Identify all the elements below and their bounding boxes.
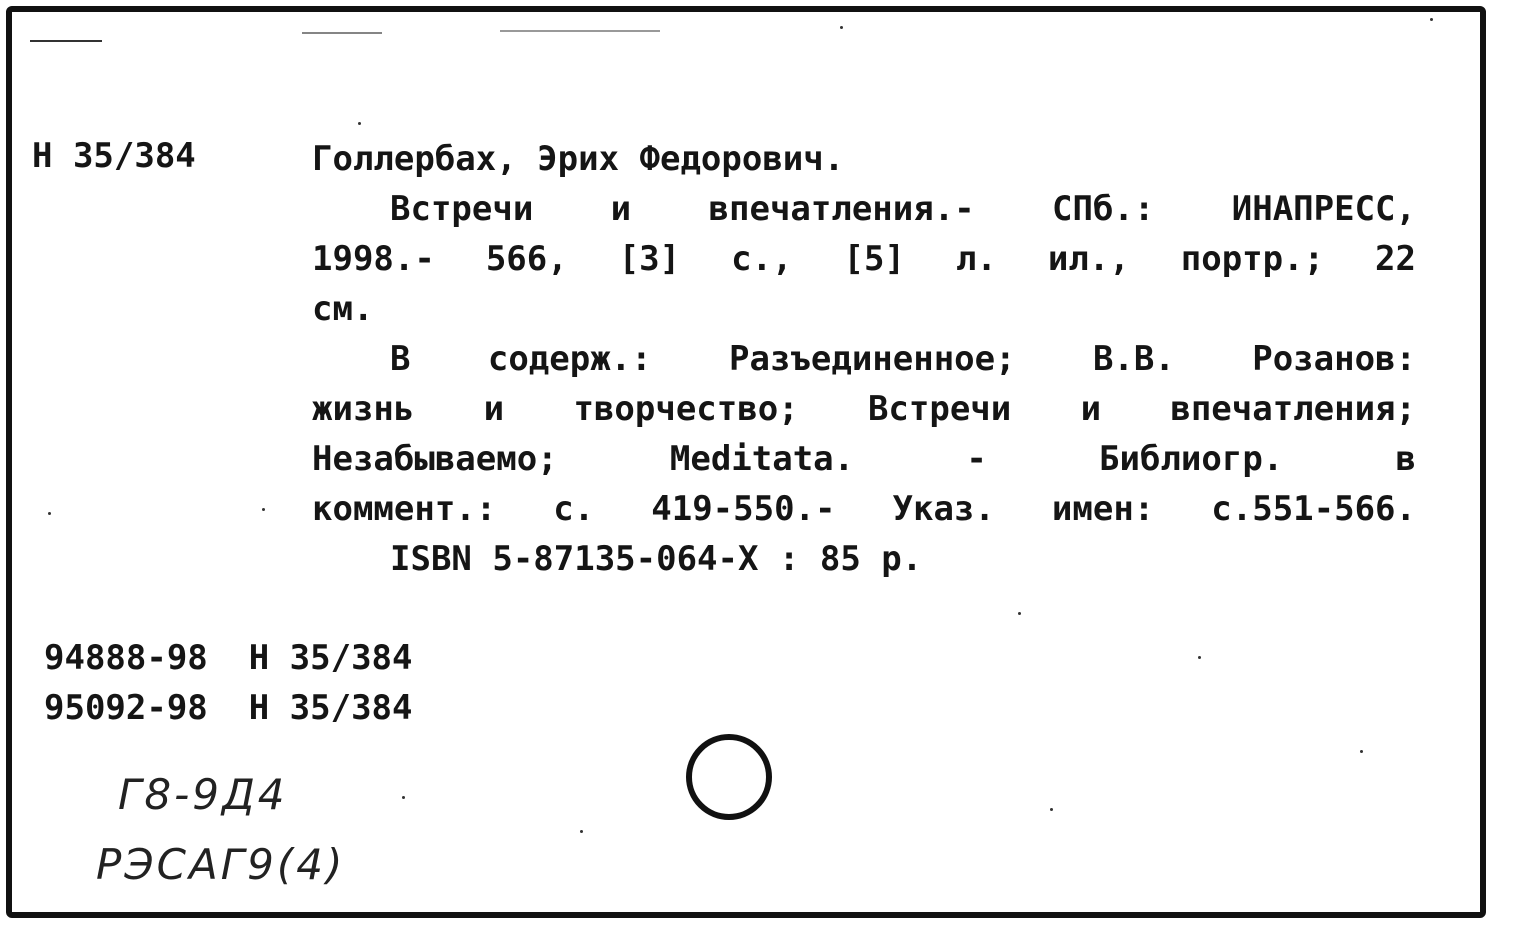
imprint-line-end: см. — [312, 289, 374, 329]
scan-mark — [1050, 808, 1053, 811]
scan-mark — [48, 512, 51, 515]
scan-mark — [302, 32, 382, 34]
contents-line: В содерж.: Разъединенное; В.В. Розанов: — [390, 339, 1416, 379]
accession-number: 94888-98 — [44, 638, 208, 678]
accession-shelfmark: Н 35/384 — [248, 638, 413, 678]
handwritten-note: РЭСАГ9(4) — [96, 840, 346, 889]
contents-line: Незабываемо; Meditata. - Библиогр. в — [312, 439, 1416, 479]
scan-mark — [30, 40, 102, 42]
shelfmark: Н 35/384 — [32, 136, 196, 176]
scan-mark — [1360, 750, 1363, 753]
scan-mark — [1198, 656, 1201, 659]
accession-row — [44, 640, 412, 676]
handwritten-note: Г8-9Д4 — [118, 770, 288, 819]
accession-row — [44, 690, 412, 726]
scan-mark — [402, 796, 405, 799]
contents-line: жизнь и творчество; Встречи и впечатления; — [312, 389, 1416, 429]
scan-mark — [358, 122, 361, 125]
accession-number: 95092-98 — [44, 688, 208, 728]
scan-mark — [580, 830, 583, 833]
scan-mark — [1018, 612, 1021, 615]
imprint-line: 1998.- 566, [3] с., [5] л. ил., портр.; 22 — [312, 239, 1416, 279]
scan-mark — [840, 26, 843, 29]
contents-line: коммент.: с. 419-550.- Указ. имен: с.551-566. — [312, 489, 1416, 529]
author-heading: Голлербах, Эрих Федорович. — [312, 139, 845, 179]
title-line: Встречи и впечатления.- СПб.: ИНАПРЕСС, — [390, 189, 1416, 229]
scan-mark — [262, 508, 265, 511]
scan-mark — [1430, 18, 1433, 21]
scan-mark — [500, 30, 660, 32]
isbn-line: ISBN 5-87135-064-X : 85 р. — [390, 539, 923, 579]
bibliographic-entry — [312, 134, 1416, 584]
punch-hole-icon — [684, 732, 776, 824]
accession-shelfmark: Н 35/384 — [248, 688, 413, 728]
